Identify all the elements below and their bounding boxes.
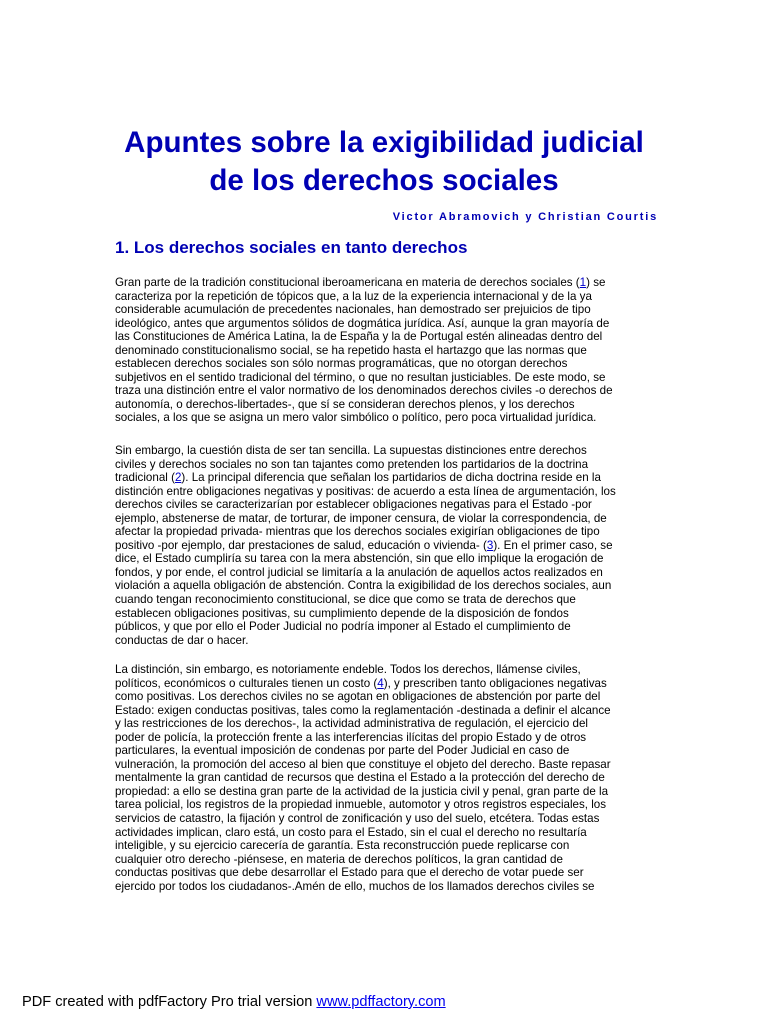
section-heading: 1. Los derechos sociales en tanto derechos <box>115 238 468 257</box>
paragraph-3 <box>115 663 667 893</box>
paragraph-2-text-c: ). En el primer caso, se dice, el Estado cumpliría su tarea con la mera abstención, sin que ello implique la erogación de fondos, y por ende, el control judicial se limitaría a la anulación de aquellos actos realizados en violación a aquella obligación de abstención. Contra la exigibilidad de los derechos sociales, aun cuando tengan reconocimiento constitucional, se dice que como se trata de derechos que establecen obligaciones positivas, su cumplimiento depende de la disposición de fondos públicos, y que por ello el Poder Judicial no podría imponer al Estado el cumplimiento de conductas de dar o hacer. <box>115 538 613 647</box>
footnote-link-2[interactable]: 2 <box>174 471 182 485</box>
footnote-link-3[interactable]: 3 <box>486 538 494 552</box>
footer-link[interactable]: www.pdffactory.com <box>316 994 446 1010</box>
document-title <box>0 124 768 200</box>
paragraph-1 <box>115 276 667 425</box>
title-line-2: de los derechos sociales <box>209 164 559 197</box>
footer-text: PDF created with pdfFactory Pro trial version <box>22 994 317 1010</box>
footnote-link-4[interactable]: 4 <box>377 676 384 690</box>
authors-line: Victor Abramovich y Christian Courtis <box>392 211 658 223</box>
paragraph-3-text-a: La distinción, sin embargo, es notoriamente endeble. Todos los derechos, llámense civiles, políticos, económicos o culturales tienen un costo ( <box>115 663 581 690</box>
footnote-link-1[interactable]: 1 <box>579 276 587 289</box>
paragraph-1-text-a: Gran parte de la tradición constitucional iberoamericana en materia de derechos sociales ( <box>115 276 580 289</box>
paragraph-3-text-b: ), y prescriben tanto obligaciones negativas como positivas. Los derechos civiles no se agotan en obligaciones de abstención por parte del Estado: exigen conductas positivas, tales como la reglamentación -destinada a definir el alcance y las restricciones de los derechos-, la actividad administrativa de regulación, el ejercicio del poder de policía, la protección frente a las interferencias ilícitas del propio Estado y de otros particulares, la eventual imposición de condenas por parte del Poder Judicial en caso de vulneración, la promoción del acceso al bien que constituye el objeto del derecho. Baste repasar mentalmente la gran cantidad de recursos que destina el Estado a la protección del derecho de propiedad: a ello se destina gran parte de la actividad de la justicia civil y penal, gran parte de la tarea policial, los registros de la propiedad inmueble, automotor y otros registros especiales, los servicios de catastro, la fijación y control de zonificación y uso del suelo, etcétera. Todas estas actividades implican, claro está, un costo para el Estado, sin el cual el derecho no resultaría inteligible, y su ejercicio carecería de garantía. Esta reconstrucción puede replicarse con cualquier otro derecho -piénsese, en materia de derechos políticos, la gran cantidad de conductas positivas que debe desarrollar el Estado para que el derecho de votar puede ser ejercido por todos los ciudadanos-.Amén de ello, muchos de los llamados derechos civiles se <box>115 676 611 893</box>
paragraph-2 <box>115 444 667 647</box>
paragraph-2-text-b: ). La principal diferencia que señalan los partidarios de dicha doctrina reside en la distinción entre obligaciones negativas y positivas: de acuerdo a esta línea de argumentación, los derechos civiles se caracterizarían por establecer obligaciones negativas para el Estado -por ejemplo, abstenerse de matar, de torturar, de imponer censura, de violar la correspondencia, de afectar la propiedad privada- mientras que los derechos sociales exigirían obligaciones de tipo positivo -por ejemplo, dar prestaciones de salud, educación o vivienda- ( <box>115 471 616 552</box>
pdf-footer <box>22 994 446 1010</box>
title-line-1: Apuntes sobre la exigibilidad judicial <box>124 126 644 159</box>
paragraph-1-text-b: ) se caracteriza por la repetición de tópicos que, a la luz de la experiencia internacional y de la ya considerable acumulación de precedentes nacionales, han demostrado ser prejuicios de tipo ideológico, antes que argumentos sólidos de dogmática jurídica. Así, aunque la gran mayoría de las Constituciones de América Latina, la de España y la de Portugal estén alineadas dentro del denominado constitucionalismo social, se ha repetido hasta el hartazgo que las normas que establecen derechos sociales son sólo normas programáticas, que no otorgan derechos subjetivos en el sentido tradicional del término, o que no resultan justiciables. De este modo, se traza una distinción entre el valor normativo de los denominados derechos civiles -o derechos de autonomía, o derechos-libertades-, que sí se consideran derechos plenos, y los derechos sociales, a los que se asigna un mero valor simbólico o político, pero poca virtualidad jurídica. <box>115 276 613 425</box>
paragraph-2-text-a: Sin embargo, la cuestión dista de ser tan sencilla. La supuestas distinciones entre derechos civiles y derechos sociales no son tan tajantes como pretenden los partidarios de la doctrina tradicional ( <box>115 444 589 485</box>
